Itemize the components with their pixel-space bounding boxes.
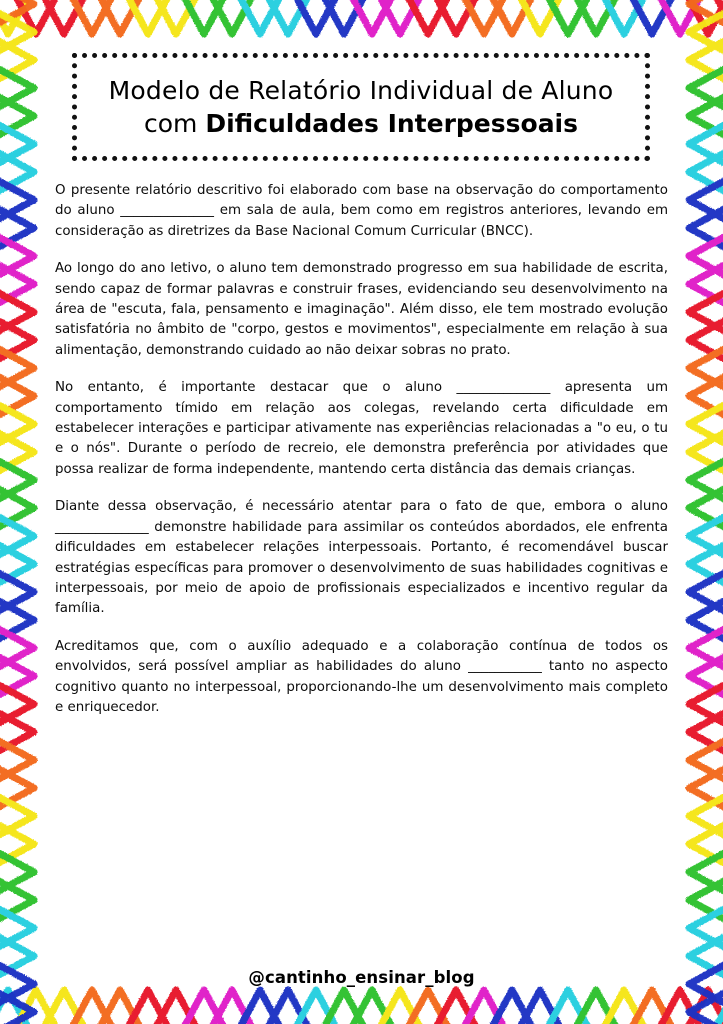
title-box [72, 53, 650, 161]
paragraph-2: Ao longo do ano letivo, o aluno tem demonstrado progresso em sua habilidade de escrita, sendo capaz de formar palavras e construir frases, evidenciando seu desenvolvimento na área de "escuta, fala, pensamento e imaginação". Além disso, ele tem mostrado evolução satisfatória no âmbito de "corpo, gestos e movimentos", especialmente em relação à sua alimentação, demonstrando cuidado ao não deixar sobras no prato. [55, 261, 668, 358]
border-top-chevrons [0, 0, 723, 56]
page-title-line-1: Modelo de Relatório Individual de Aluno [108, 76, 614, 105]
footer-social-handle: @cantinho_ensinar_blog [248, 968, 475, 987]
page-title-prefix: com [143, 108, 206, 138]
paragraph-3: No entanto, é importante destacar que o aluno ______________ apresenta um comportamento tímido em relação aos colegas, revelando certa dificuldade em estabelecer interações e participar ativamente nas experiências relacionadas a "o eu, o tu e o nós". Durante o período de recreio, ele demonstra preferência por atividades que possa realizar de forma independente, mantendo certa distância das demais crianças. [55, 380, 668, 477]
paragraph-5: Acreditamos que, com o auxílio adequado e a colaboração contínua de todos os envolvidos, será possível ampliar as habilidades do aluno ___________ tanto no aspecto cognitivo quanto no interpessoal, proporcionando-lhe um desenvolvimento mais completo e enriquecedor. [55, 638, 668, 715]
page-title-emphasis: Dificuldades Interpessoais [205, 108, 579, 138]
page-title-line-2 [144, 109, 578, 139]
paragraph-4: Diante dessa observação, é necessário atentar para o fato de que, embora o aluno ______________ demonstre habilidade para assimilar os conteúdos abordados, ele enfrenta dificuldades em estabelecer relações interpessoais. Portanto, é recomendável buscar estratégias específicas para promover o desenvolvimento de suas habilidades cognitivas e interpessoais, por meio de apoio de profissionais especializados e incentivo regular da família. [55, 499, 668, 617]
border-right-chevrons [665, 0, 723, 1024]
paragraph-1: O presente relatório descritivo foi elaborado com base na observação do comportamento do aluno ______________ em sala de aula, bem como em registros anteriores, levando em consideração as diretrizes da Base Nacional Comum Curricular (BNCC). [55, 183, 668, 239]
border-left-chevrons [0, 0, 58, 1024]
report-body [55, 181, 668, 718]
